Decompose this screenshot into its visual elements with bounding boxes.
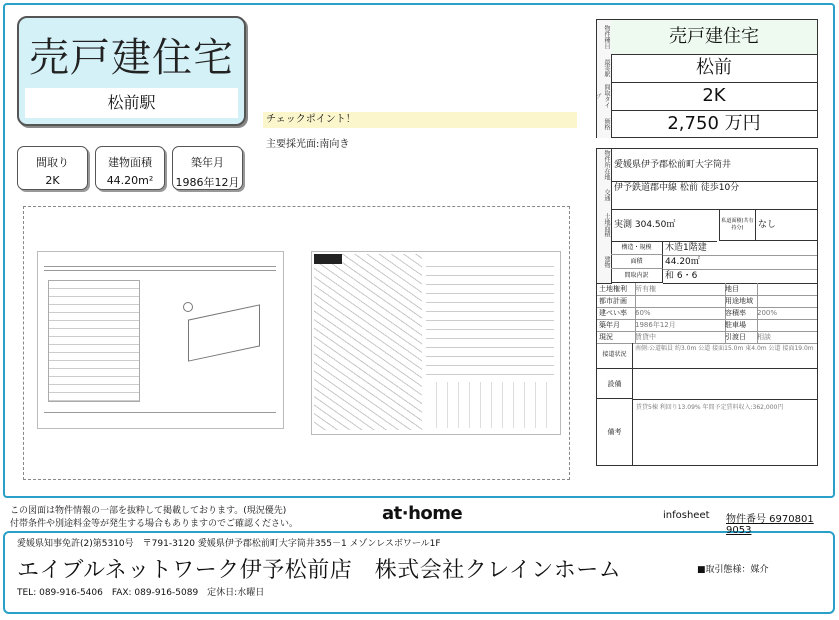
transaction-type: ■取引態様：媒介 <box>697 565 769 575</box>
grid-cell: 相談 <box>757 333 771 341</box>
floor-area-value: 44.20㎡ <box>663 255 817 270</box>
grid-cell: 容積率 <box>723 307 758 319</box>
traffic-value: 伊予鉄道郡中線 松前 徒歩10分 <box>611 181 817 210</box>
station-name: 松前駅 <box>25 88 238 118</box>
check-point-heading: チェックポイント！ <box>263 112 577 128</box>
grid-cell: 引渡日 <box>723 331 758 343</box>
row-label: 交通 <box>597 181 612 210</box>
summary-table <box>596 19 818 138</box>
detail-table <box>596 148 818 466</box>
property-type-title: 売戸建住宅 <box>29 35 234 81</box>
summary-type: 売戸建住宅 <box>611 20 817 55</box>
row-label: 物件所在地 <box>597 149 612 182</box>
area-pill <box>95 146 165 190</box>
grid-cell: 地目 <box>723 283 758 295</box>
property-number: 物件番号 6970801 9053 <box>726 514 814 536</box>
grid-cell: 賃貸中 <box>633 331 726 343</box>
private-road-value: なし <box>755 209 817 241</box>
notice-line-1: この図面は物件情報の一部を抜粋して掲載しております。(現況優先) <box>10 506 287 516</box>
title-card <box>17 16 246 126</box>
pill-label: 建物面積 <box>108 156 152 169</box>
row-label: 価格 <box>597 110 612 138</box>
layout-detail-label: 間取内訳 <box>611 269 663 283</box>
summary-layout: 2K <box>611 82 817 111</box>
company-name: エイブルネットワーク伊予松前店 株式会社クレインホーム <box>17 558 622 583</box>
infosheet-label: infosheet <box>663 510 710 521</box>
row-label: 土地面積 <box>597 209 612 242</box>
land-area-value: 実測 304.50㎡ <box>611 209 717 242</box>
grid-cell <box>633 295 726 307</box>
notice-text <box>10 505 298 531</box>
floor-area-label: 面積 <box>611 255 663 269</box>
road-value: 南側:公道幅員 約3.0m 公道 接面15.0m 東4.0m 公道 接面19.0m <box>633 343 817 369</box>
location-map <box>311 251 561 435</box>
grid-cell: 現況 <box>597 331 636 343</box>
layout-detail-value: 和 6・6 <box>663 269 817 284</box>
athome-logo: at·home <box>382 503 463 524</box>
grid-cell: 都市計画 <box>597 295 636 307</box>
facility-value <box>633 369 817 400</box>
grid-cell: 土地権利 <box>597 283 636 295</box>
grid-cell: 200% <box>757 309 778 317</box>
road-label: 接道状況 <box>597 343 633 369</box>
grid-cell: 駐車場 <box>723 319 758 331</box>
row-label: 物件種目 <box>597 20 612 55</box>
address-value: 愛媛県伊予郡松前町大字筒井 <box>611 149 817 182</box>
private-road-label: 私道面積(共有持分) <box>719 209 755 241</box>
grid-cell: 所有権 <box>633 283 726 295</box>
grid-cell: 用途地域 <box>723 295 758 307</box>
row-label: 建物 <box>597 241 612 284</box>
notice-line-2: 付帯条件や別途料金等が発生する場合もありますのでご確認ください。 <box>10 519 299 529</box>
grid-cell: 築年月 <box>597 319 636 331</box>
lighting-direction: 主要採光面:南向き <box>266 139 350 150</box>
summary-station: 松前 <box>611 54 817 83</box>
remarks-label: 備考 <box>597 399 633 465</box>
pill-label: 築年月 <box>191 156 224 169</box>
grid-cell <box>755 319 817 331</box>
pill-value: 2K <box>45 174 60 187</box>
row-label: 最寄駅 <box>597 54 612 83</box>
plan-image-area <box>23 206 570 480</box>
grid-cell: 1986年12月 <box>633 319 726 331</box>
grid-cell <box>755 295 817 307</box>
structure-label: 構造・規模 <box>611 241 663 255</box>
grid-cell <box>755 283 817 295</box>
facility-label: 設備 <box>597 369 633 399</box>
layout-pill <box>17 146 88 190</box>
pill-value: 1986年12月 <box>175 176 240 189</box>
contact-info: TEL: 089-916-5406 FAX: 089-916-5089 定休日:水曜日 <box>17 588 265 598</box>
pill-value: 44.20m² <box>106 174 154 187</box>
row-label: 間取タイプ <box>597 82 612 111</box>
summary-price: 2,750 万円 <box>667 113 761 134</box>
grid-cell: 60% <box>633 307 726 319</box>
license-info: 愛媛県知事免許(2)第5310号 〒791-3120 愛媛県伊予郡松前町大字筒井355－1 メゾンレスボワール1F <box>17 539 441 549</box>
remarks-value: 賃貸5棟 利回り13.09% 年間予定賃料収入:362,000円 <box>636 404 784 411</box>
pill-label: 間取り <box>36 156 69 169</box>
structure-value: 木造1階建 <box>663 241 817 256</box>
grid-cell: 建ぺい率 <box>597 307 636 319</box>
built-pill <box>172 146 243 190</box>
survey-drawing <box>37 251 284 429</box>
